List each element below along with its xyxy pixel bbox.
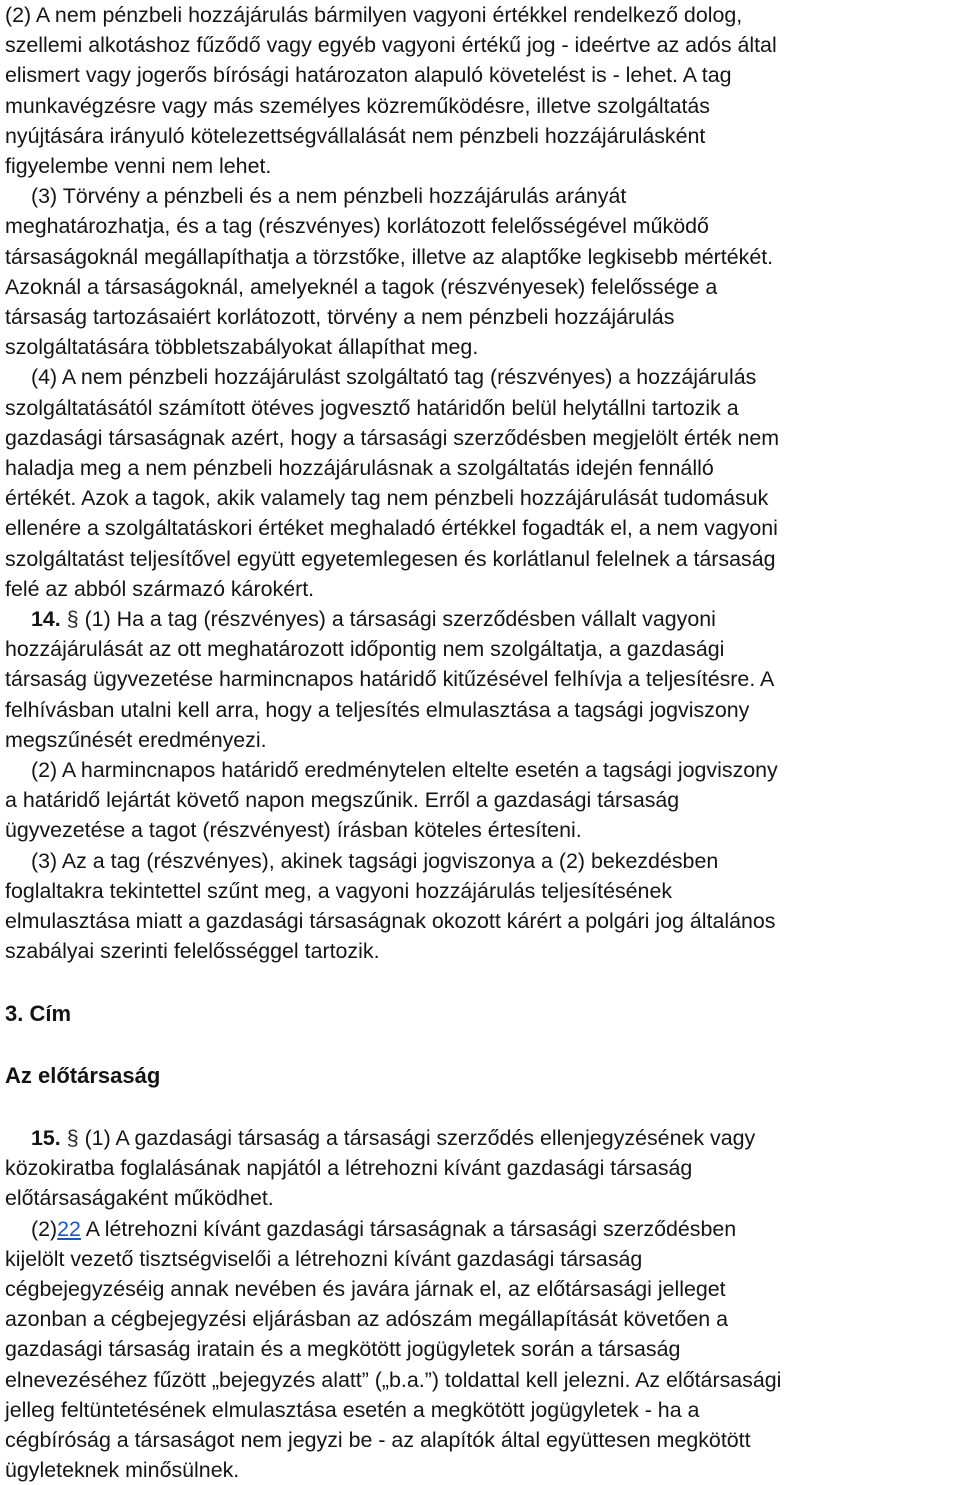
- text-line: foglaltakra tekintettel szűnt meg, a vagyoni hozzájárulás teljesítésének: [5, 878, 673, 903]
- text-line: figyelembe venni nem lehet.: [5, 154, 272, 179]
- text-line: elismert vagy jogerős bírósági határozaton alapuló követelést is - lehet. A tag: [5, 63, 732, 88]
- paragraph-3: [5, 181, 960, 362]
- text-line: cégbíróság a társaságot nem jegyzi be - az alapítók által együttesen megkötött: [5, 1427, 751, 1452]
- section-number: 15.: [31, 1125, 61, 1150]
- text-line: ügyvezetése a tagot (részvényest) írásban köteles értesíteni.: [5, 818, 582, 843]
- text-line: előtársaságaként működhet.: [5, 1186, 274, 1211]
- text-line: társaság tartozásaiért korlátozott, törvény a nem pénzbeli hozzájárulás: [5, 305, 675, 330]
- text-line: kijelölt vezető tisztségviselői a létrehozni kívánt gazdasági társaság: [5, 1246, 643, 1271]
- text-line: társaság ügyvezetése harmincnapos határidő kitűzésével felhívja a teljesítésre. A: [5, 667, 775, 692]
- text-line: hozzájárulását az ott meghatározott időpontig nem szolgáltatja, a gazdasági: [5, 637, 725, 662]
- chapter-heading: 3. Cím: [5, 1000, 72, 1026]
- paragraph-4: [5, 362, 960, 604]
- text-line: szellemi alkotáshoz fűződő vagy egyéb vagyoni értékű jog - ideértve az adós által: [5, 33, 777, 58]
- paragraph-prefix: (2): [31, 1216, 58, 1241]
- text-line: értékét. Azok a tagok, akik valamely tag nem pénzbeli hozzájárulását tudomásuk: [5, 486, 769, 511]
- text-line: (2) A nem pénzbeli hozzájárulás bármilyen vagyoni értékkel rendelkező dolog,: [5, 3, 743, 27]
- section-sign-icon: §: [66, 607, 79, 632]
- text-fragment: A létrehozni kívánt gazdasági társaságnak a társasági szerződésben: [80, 1216, 737, 1241]
- section-15-paragraph-2-first-line: [5, 1214, 960, 1244]
- section-15: [5, 1123, 960, 1214]
- text-line: cégbejegyzéséig annak nevében és javára járnak el, az előtársasági jelleget: [5, 1276, 726, 1301]
- text-line: felé az abból származó károkért.: [5, 576, 315, 601]
- text-line: gazdasági társaság iratain és a megkötött jogügyletek során a társaság: [5, 1337, 681, 1362]
- text-line: meghatározhatja, és a tag (részvényes) korlátozott felelősségével működő: [5, 214, 709, 239]
- text-line: jelleg feltüntetésének elmulasztása esetén a megkötött jogügyletek - ha a: [5, 1397, 700, 1422]
- text-fragment: (1) A gazdasági társaság a társasági szerződés ellenjegyzésének vagy: [84, 1125, 756, 1150]
- text-line: szolgáltatására többletszabályokat állapíthat meg.: [5, 335, 479, 360]
- text-line: munkavégzésre vagy más személyes közreműködésre, illetve szolgáltatás: [5, 93, 711, 118]
- text-line: megszűnését eredményezi.: [5, 727, 267, 752]
- text-line: (2) A harmincnapos határidő eredménytelen eltelte esetén a tagsági jogviszony: [31, 758, 778, 783]
- text-line: felhívásban utalni kell arra, hogy a teljesítés elmulasztása a tagsági jogviszony: [5, 697, 750, 722]
- text-line: a határidő lejártát követő napon megszűnik. Erről a gazdasági társaság: [5, 788, 680, 813]
- section-sign-icon: §: [66, 1125, 79, 1150]
- section-14-paragraph-3: [5, 846, 960, 967]
- text-line: Azoknál a társaságoknál, amelyeknél a tagok (részvényesek) felelőssége a: [5, 274, 718, 299]
- section-14-paragraph-2: [5, 755, 960, 846]
- text-line: (3) Az a tag (részvényes), akinek tagsági jogviszonya a (2) bekezdésben: [31, 848, 719, 873]
- text-line: ellenére a szolgáltatáskori értéket meghaladó értékkel fogadták el, a nem vagyoni: [5, 516, 778, 541]
- text-line: társaságoknál megállapíthatja a törzstőke, illetve az alaptőke legkisebb mértékét.: [5, 244, 774, 269]
- text-line: elnevezéséhez fűzött „bejegyzés alatt” („b.a.”) toldattal kell jelezni. Az előtársasági: [5, 1367, 782, 1392]
- section-14-first-line: [5, 604, 960, 634]
- text-line: gazdasági társaságnak azért, hogy a társasági szerződésben megjelölt érték nem: [5, 425, 780, 450]
- footnote-link[interactable]: 22: [57, 1216, 81, 1241]
- text-line: közokiratba foglalásának napjától a létrehozni kívánt gazdasági társaság: [5, 1156, 693, 1181]
- text-line: (3) Törvény a pénzbeli és a nem pénzbeli hozzájárulás arányát: [31, 184, 627, 209]
- text-line: szolgáltatást teljesítővel együtt egyetemlegesen és korlátlanul felelnek a társaság: [5, 546, 776, 571]
- paragraph-2: [5, 0, 960, 181]
- section-14: [5, 604, 960, 755]
- chapter-title: Az előtársaság: [5, 1062, 161, 1088]
- text-line: szabályai szerinti felelősséggel tartozik.: [5, 939, 380, 964]
- section-15-paragraph-2: [5, 1214, 960, 1485]
- text-line: (4) A nem pénzbeli hozzájárulást szolgáltató tag (részvényes) a hozzájárulás: [31, 365, 757, 390]
- section-15-first-line: [5, 1123, 960, 1153]
- text-line: nyújtására irányuló kötelezettségvállalását nem pénzbeli hozzájárulásként: [5, 123, 706, 148]
- document-body: [5, 0, 960, 1485]
- text-line: ügyleteknek minősülnek.: [5, 1458, 240, 1483]
- text-line: azonban a cégbejegyzési eljárásban az adószám megállapítását követően a: [5, 1307, 728, 1332]
- text-line: elmulasztása miatt a gazdasági társaságnak okozott kárért a polgári jog általános: [5, 909, 776, 934]
- text-fragment: (1) Ha a tag (részvényes) a társasági szerződésben vállalt vagyoni: [84, 607, 716, 632]
- text-line: szolgáltatásától számított ötéves jogvesztő határidőn belül helytállni tartozik a: [5, 395, 739, 420]
- section-number: 14.: [31, 607, 61, 632]
- text-line: haladja meg a nem pénzbeli hozzájárulásnak a szolgáltatás idején fennálló: [5, 456, 714, 481]
